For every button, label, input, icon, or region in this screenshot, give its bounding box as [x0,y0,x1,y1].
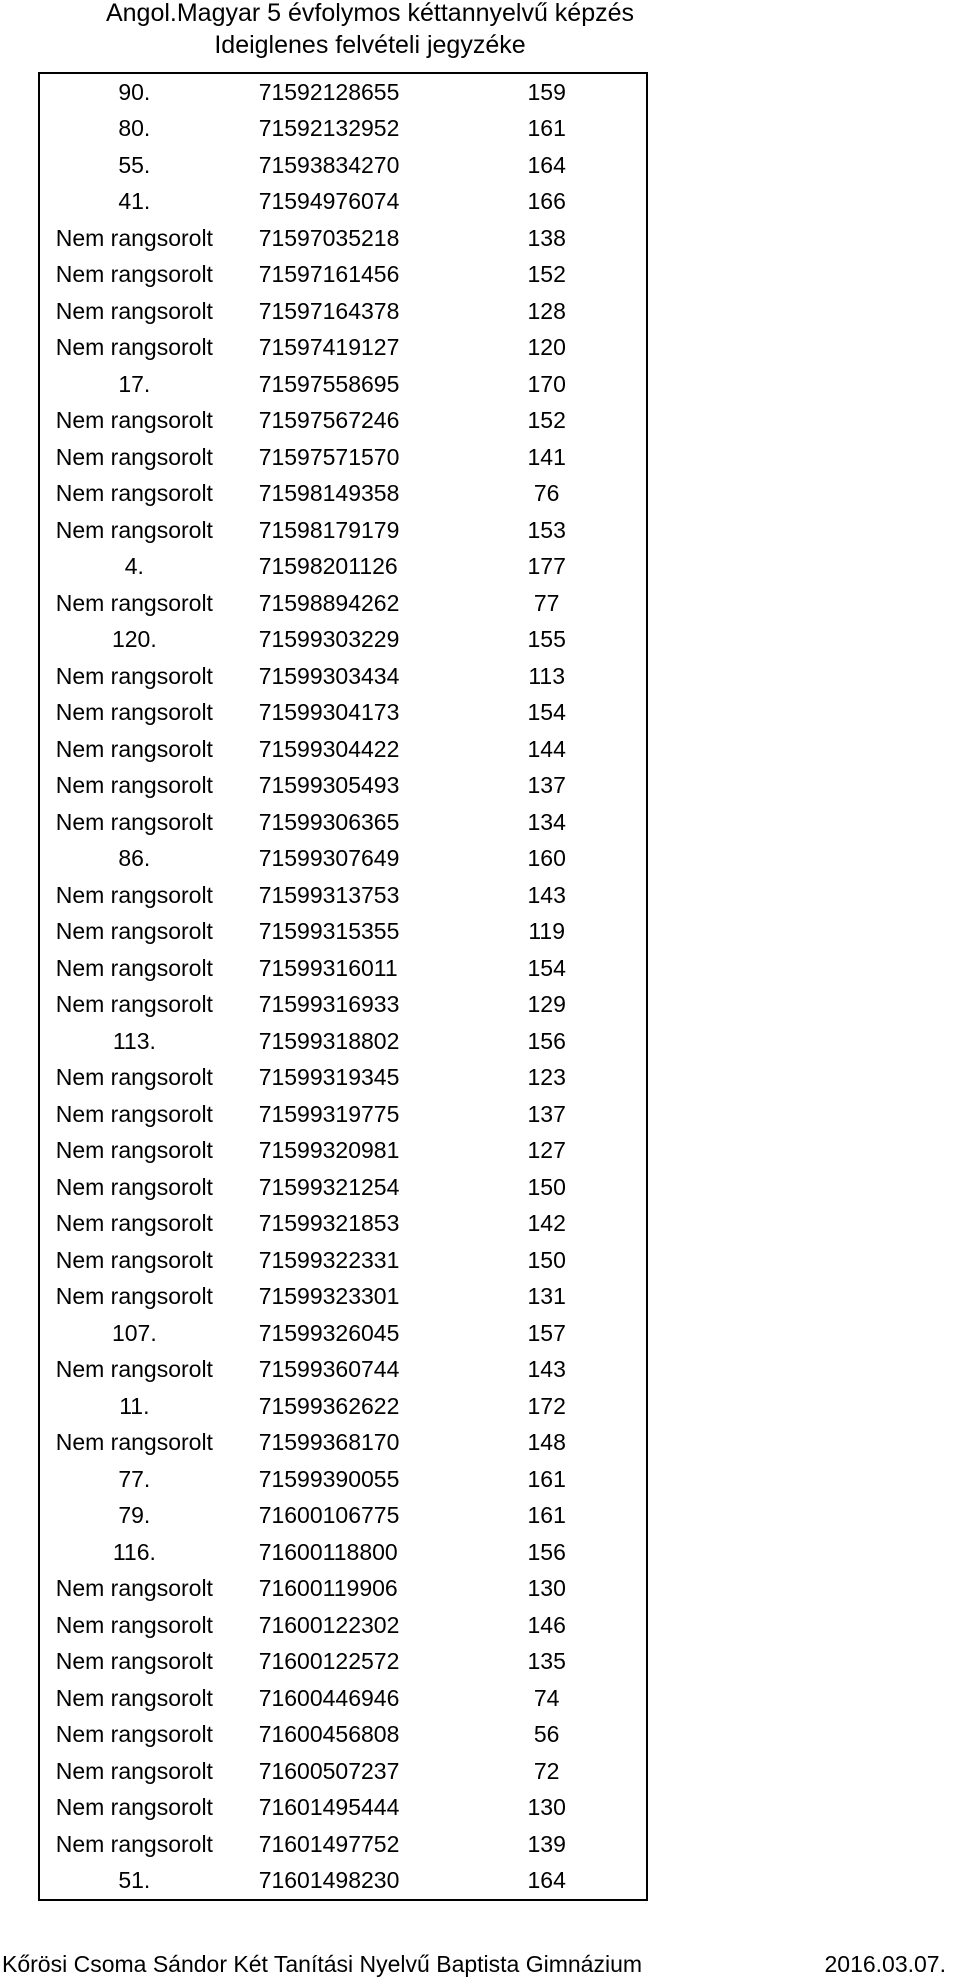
rank-cell: Nem rangsorolt [55,1064,213,1091]
rank-cell: 77. [118,1465,151,1492]
table-row [40,220,646,257]
rank-cell: Nem rangsorolt [55,1356,213,1383]
table-row [40,1717,646,1754]
rank-cell: 90. [118,78,151,105]
table-row [40,695,646,732]
rank-cell: Nem rangsorolt [55,772,213,799]
rank-cell: Nem rangsorolt [55,1684,213,1711]
score-cell: 164 [527,1867,566,1894]
table-row [40,1826,646,1863]
score-cell: 113 [528,662,566,689]
table-row [40,1863,646,1900]
score-cell: 155 [527,626,566,653]
applicant-id-cell: 71597164378 [258,297,400,324]
table-row [40,1388,646,1425]
applicant-id-cell: 71600456808 [258,1721,400,1748]
applicant-id-cell: 71594976074 [258,188,400,215]
rank-cell: 120. [111,626,157,653]
score-cell: 150 [527,1246,566,1273]
table-row [40,658,646,695]
score-cell: 77 [533,589,560,616]
score-cell: 130 [527,1794,566,1821]
score-cell: 164 [527,151,566,178]
rank-cell: 86. [118,845,151,872]
rank-cell: Nem rangsorolt [55,407,213,434]
applicant-id-cell: 71599362622 [258,1392,400,1419]
applicant-id-cell: 71597419127 [258,334,400,361]
table-row [40,1534,646,1571]
score-cell: 123 [527,1064,566,1091]
rank-cell: 79. [118,1502,151,1529]
applicant-id-cell: 71599303434 [258,662,400,689]
rank-cell: 80. [118,115,151,142]
score-cell: 137 [527,772,566,799]
applicant-id-cell: 71599303229 [258,626,400,653]
table-row [40,585,646,622]
score-cell: 141 [527,443,566,470]
applicant-id-cell: 71599316011 [258,954,398,981]
applicant-id-cell: 71597558695 [258,370,400,397]
applicant-id-cell: 71599326045 [258,1319,400,1346]
score-cell: 161 [527,115,566,142]
table-row [40,1680,646,1717]
applicant-id-cell: 71599390055 [258,1465,400,1492]
applicant-id-cell: 71599321254 [258,1173,400,1200]
applicant-id-cell: 71597567246 [258,407,400,434]
applicant-id-cell: 71601495444 [258,1794,400,1821]
rank-cell: Nem rangsorolt [55,1173,213,1200]
score-cell: 161 [527,1502,566,1529]
table-row [40,257,646,294]
applicant-id-cell: 71599360744 [258,1356,400,1383]
applicant-id-cell: 71599313753 [258,881,400,908]
rank-cell: Nem rangsorolt [55,1137,213,1164]
score-cell: 157 [527,1319,566,1346]
score-cell: 139 [527,1830,566,1857]
table-row [40,549,646,586]
applicant-id-cell: 71599323301 [258,1283,400,1310]
rank-cell: Nem rangsorolt [55,443,213,470]
applicant-id-cell: 71599306365 [258,808,400,835]
rank-cell: Nem rangsorolt [55,699,213,726]
applicant-id-cell: 71601498230 [258,1867,400,1894]
rank-cell: Nem rangsorolt [55,334,213,361]
score-cell: 166 [527,188,566,215]
applicant-id-cell: 71599321853 [258,1210,400,1237]
applicant-id-cell: 71600446946 [258,1684,400,1711]
score-cell: 152 [527,407,566,434]
score-cell: 129 [527,991,566,1018]
table-row [40,1023,646,1060]
rank-cell: Nem rangsorolt [55,1794,213,1821]
table-row [40,987,646,1024]
score-cell: 177 [527,553,566,580]
applicant-id-cell: 71599316933 [258,991,400,1018]
table-row [40,622,646,659]
table-row [40,950,646,987]
score-cell: 137 [527,1100,566,1127]
score-cell: 170 [527,370,566,397]
score-cell: 143 [527,881,566,908]
table-row [40,1644,646,1681]
table-row [40,1461,646,1498]
score-cell: 76 [533,480,560,507]
table-row [40,1096,646,1133]
applicant-id-cell: 71592132952 [258,115,400,142]
table-row [40,804,646,841]
rank-cell: Nem rangsorolt [55,1830,213,1857]
table-row [40,1607,646,1644]
score-cell: 172 [527,1392,566,1419]
table-row [40,184,646,221]
score-cell: 128 [527,297,566,324]
rank-cell: Nem rangsorolt [55,881,213,908]
applicant-id-cell: 71597035218 [258,224,400,251]
rank-cell: 113. [112,1027,156,1054]
applicant-id-cell: 71600106775 [258,1502,400,1529]
score-cell: 138 [527,224,566,251]
rank-cell: Nem rangsorolt [55,1429,213,1456]
table-row [40,476,646,513]
score-cell: 148 [527,1429,566,1456]
score-cell: 144 [527,735,566,762]
applicant-id-cell: 71598201126 [258,553,398,580]
applicant-id-cell: 71599319345 [258,1064,400,1091]
table-row [40,1498,646,1535]
score-cell: 152 [527,261,566,288]
rank-cell: Nem rangsorolt [55,1575,213,1602]
page-subtitle: Ideiglenes felvételi jegyzéke [214,31,526,59]
rank-cell: Nem rangsorolt [55,261,213,288]
table-row [40,1060,646,1097]
table-row [40,1315,646,1352]
table-row [40,439,646,476]
applicant-id-cell: 71599304173 [258,699,400,726]
applicant-id-cell: 71598179179 [258,516,400,543]
applicant-id-cell: 71600119906 [258,1575,398,1602]
score-cell: 130 [527,1575,566,1602]
rank-cell: Nem rangsorolt [55,1100,213,1127]
table-row [40,1571,646,1608]
table-row [40,1753,646,1790]
score-cell: 56 [533,1721,560,1748]
table-row [40,330,646,367]
applicant-id-cell: 71599305493 [258,772,400,799]
rank-cell: Nem rangsorolt [55,1210,213,1237]
applicant-id-cell: 71600122572 [258,1648,400,1675]
rank-cell: Nem rangsorolt [55,918,213,945]
applicant-id-cell: 71597571570 [258,443,400,470]
rank-cell: Nem rangsorolt [55,516,213,543]
score-cell: 131 [527,1283,566,1310]
applicant-id-cell: 71592128655 [258,78,400,105]
page-title: Angol.Magyar 5 évfolymos kéttannyelvű képzés [105,0,635,27]
rank-cell: Nem rangsorolt [55,1246,213,1273]
rank-cell: Nem rangsorolt [55,1611,213,1638]
score-cell: 127 [527,1137,566,1164]
applicant-id-cell: 71599368170 [258,1429,400,1456]
score-cell: 74 [533,1684,560,1711]
score-cell: 154 [527,954,566,981]
score-cell: 156 [527,1538,566,1565]
rank-cell: Nem rangsorolt [55,1648,213,1675]
score-cell: 150 [527,1173,566,1200]
applicant-id-cell: 71601497752 [258,1830,400,1857]
score-cell: 119 [528,918,566,945]
applicant-id-cell: 71600507237 [258,1757,400,1784]
footer-date: 2016.03.07. [824,1951,946,1977]
score-cell: 156 [527,1027,566,1054]
rank-cell: 116. [112,1538,156,1565]
table-row [40,1352,646,1389]
applicant-id-cell: 71599322331 [258,1246,400,1273]
score-cell: 143 [527,1356,566,1383]
score-cell: 120 [527,334,566,361]
table-row [40,1169,646,1206]
table-row [40,1425,646,1462]
table-row [40,293,646,330]
applicant-id-cell: 71598894262 [258,589,400,616]
admission-list-table [38,72,648,1901]
applicant-id-cell: 71599315355 [258,918,400,945]
applicant-id-cell: 71599319775 [258,1100,400,1127]
rank-cell: 11. [119,1392,150,1419]
rank-cell: Nem rangsorolt [55,297,213,324]
applicant-id-cell: 71599307649 [258,845,400,872]
applicant-id-cell: 71600122302 [258,1611,400,1638]
score-cell: 154 [527,699,566,726]
score-cell: 153 [527,516,566,543]
score-cell: 135 [527,1648,566,1675]
table-row [40,877,646,914]
applicant-id-cell: 71600118800 [258,1538,398,1565]
table-row [40,74,646,111]
table-row [40,914,646,951]
table-row [40,841,646,878]
rank-cell: Nem rangsorolt [55,1721,213,1748]
score-cell: 72 [533,1757,560,1784]
table-row [40,512,646,549]
rank-cell: Nem rangsorolt [55,662,213,689]
rank-cell: Nem rangsorolt [55,224,213,251]
table-row [40,366,646,403]
rank-cell: 55. [118,151,151,178]
applicant-id-cell: 71593834270 [258,151,400,178]
applicant-id-cell: 71599318802 [258,1027,400,1054]
rank-cell: 17. [118,370,151,397]
rank-cell: Nem rangsorolt [55,954,213,981]
rank-cell: Nem rangsorolt [55,991,213,1018]
score-cell: 161 [527,1465,566,1492]
rank-cell: Nem rangsorolt [55,1757,213,1784]
score-cell: 159 [527,78,566,105]
table-row [40,111,646,148]
score-cell: 160 [527,845,566,872]
table-row [40,1206,646,1243]
rank-cell: Nem rangsorolt [55,480,213,507]
footer-school-name: Kőrösi Csoma Sándor Két Tanítási Nyelvű Baptista Gimnázium [2,1951,643,1977]
rank-cell: Nem rangsorolt [55,589,213,616]
rank-cell: Nem rangsorolt [55,808,213,835]
score-cell: 134 [527,808,566,835]
table-row [40,768,646,805]
rank-cell: 107. [111,1319,157,1346]
score-cell: 146 [527,1611,566,1638]
applicant-id-cell: 71597161456 [258,261,400,288]
rank-cell: Nem rangsorolt [55,735,213,762]
rank-cell: 4. [124,553,144,580]
table-row [40,147,646,184]
table-row [40,1133,646,1170]
table-row [40,403,646,440]
rank-cell: 51. [118,1867,151,1894]
table-row [40,1790,646,1827]
table-row [40,1242,646,1279]
table-row [40,1279,646,1316]
applicant-id-cell: 71598149358 [258,480,400,507]
table-row [40,731,646,768]
rank-cell: 41. [118,188,151,215]
applicant-id-cell: 71599320981 [258,1137,400,1164]
score-cell: 142 [527,1210,566,1237]
applicant-id-cell: 71599304422 [258,735,400,762]
rank-cell: Nem rangsorolt [55,1283,213,1310]
